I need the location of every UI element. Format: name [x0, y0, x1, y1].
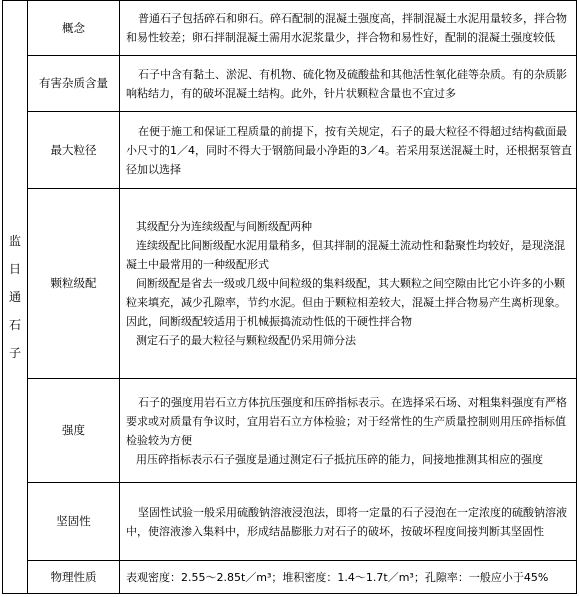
table-row — [3, 561, 577, 594]
category-char: 子 — [8, 346, 21, 360]
paragraph: 间断级配是省去一级或几级中间粒级的集料级配，其大颗粒之间空隙由比它小许多的小颗粒来填充，减少孔隙率，节约水泥。但由于颗粒相差较大，混凝土拌合物易产生离析现象。因此，间断级配较适用于机械振捣流动性低的干硬性拌合物 — [126, 277, 566, 328]
row-content — [120, 56, 577, 112]
table-row — [3, 189, 577, 379]
paragraph: 坚固性试验一般采用硫酸钠溶液浸泡法，即将一定量的石子浸泡在一定浓度的硫酸钠溶液中，使溶液渗入集料中，形成结晶膨胀力对石子的破坏，按破坏程度间接判断其坚固性 — [126, 505, 567, 538]
row-label: 坚固性 — [28, 483, 120, 561]
paragraph: 在便于施工和保证工程质量的前提下，按有关规定，石子的最大粒径不得超过结构截面最小尺寸的1／4，同时不得大于钢筋间最小净距的3／4。若采用泵送混凝土时，还根据泵管直径加以选择 — [126, 124, 572, 176]
table-row — [3, 112, 577, 189]
category-char: 通 — [8, 290, 21, 304]
row-label: 颗粒级配 — [28, 189, 120, 379]
row-content — [120, 189, 577, 379]
row-label: 最大粒径 — [28, 112, 120, 189]
row-label: 物理性质 — [28, 561, 120, 594]
row-label: 概念 — [28, 1, 120, 56]
paragraph: 石子中含有黏土、淤泥、有机物、硫化物及硫酸盐和其他活性氧化硅等杂质。有的杂质影响粘结力，有的破坏混凝土结构。此外，针片状颗粒含量也不宜过多 — [126, 67, 567, 100]
row-label: 有害杂质含量 — [28, 56, 120, 112]
category-char: 石 — [8, 318, 21, 332]
row-label: 强度 — [28, 379, 120, 483]
table-row — [3, 1, 577, 56]
table-row — [3, 56, 577, 112]
paragraph: 普通石子包括碎石和卵石。碎石配制的混凝土强度高，拌制混凝土水泥用量较多，拌合物和易性较差；卵石拌制混凝土需用水泥浆量少，拌合物和易性好，配制的混凝土强度较低 — [126, 12, 567, 44]
paragraph: 用压碎指标表示石子强度是通过测定石子抵抗压碎的能力，间接地推测其相应的强度 — [136, 452, 543, 466]
category-char: 监 — [8, 234, 21, 248]
row-content — [120, 379, 577, 483]
paragraph: 其级配分为连续级配与间断级配两种 — [136, 220, 312, 233]
paragraph: 石子的强度用岩石立方体抗压强度和压碎指标表示。在选择采石场、对粗集料强度有严格要求或对质量有争议时，宜用岩石立方体检验；对于经常性的生产质量控制则用压碎指标值检验较为方便 — [126, 395, 567, 447]
row-content — [120, 1, 577, 56]
table-row — [3, 483, 577, 561]
category-cell — [3, 1, 28, 594]
category-char: 日 — [8, 262, 21, 276]
paragraph: 连续级配比间断级配水泥用量稍多，但其拌制的混凝土流动性和黏聚性均较好，是现浇混凝土中最常用的一种级配形式 — [126, 239, 565, 271]
stone-properties-table — [2, 0, 577, 594]
row-content — [120, 561, 577, 594]
table-row — [3, 379, 577, 483]
paragraph: 测定石子的最大粒径与颗粒级配仍采用筛分法 — [136, 334, 356, 347]
row-content — [120, 112, 577, 189]
row-content — [120, 483, 577, 561]
paragraph: 表观密度：2.55～2.85t／m³；堆积密度：1.4～1.7t／m³；孔隙率：一般应小于45% — [126, 570, 549, 584]
